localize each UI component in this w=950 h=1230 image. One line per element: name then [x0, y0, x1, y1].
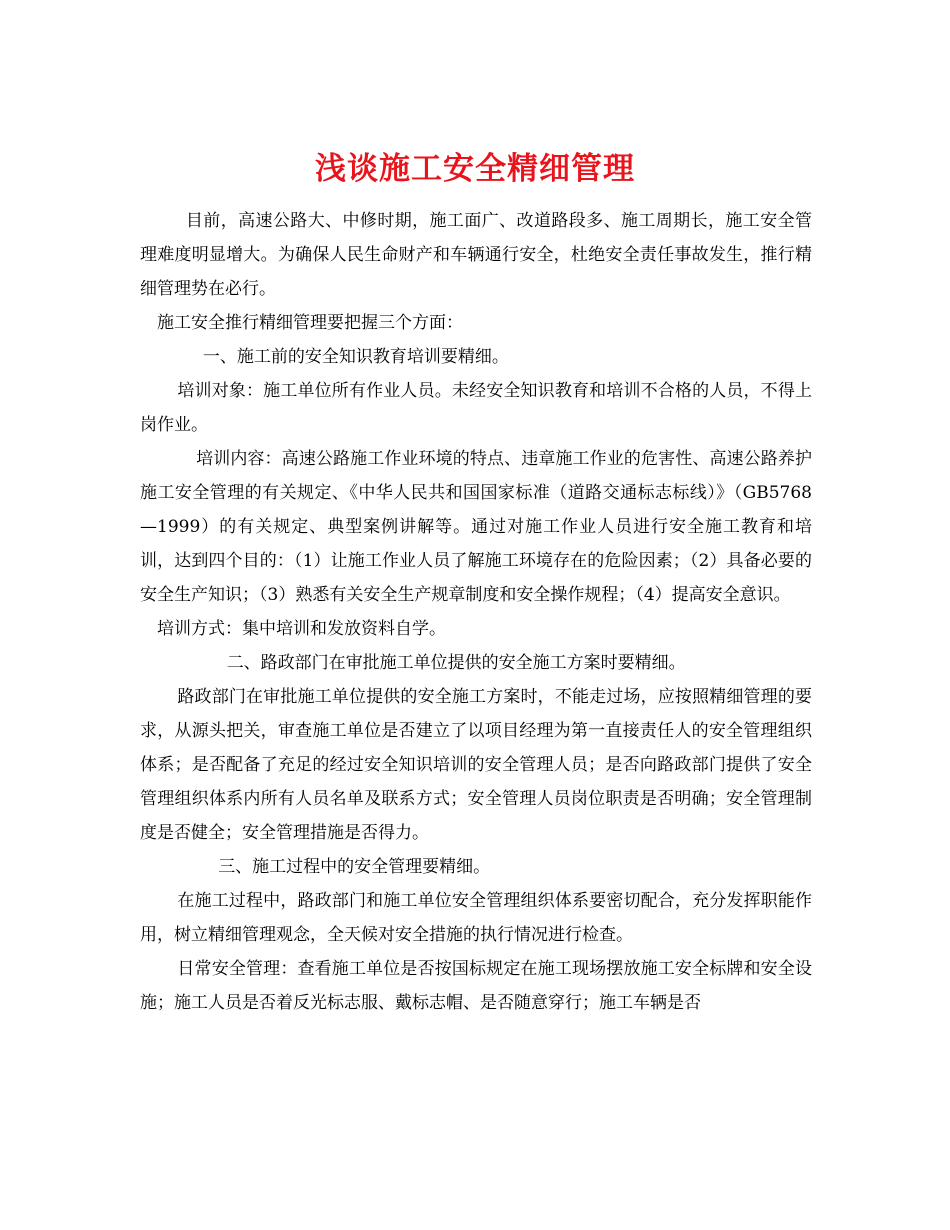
paragraph-training-content: 培训内容：高速公路施工作业环境的特点、违章施工作业的危害性、高速公路养护施工安全管理的有关规定、《中华人民共和国国家标准（道路交通标志标线）》（GB5768—1999）的有关规定、典型案例讲解等。通过对施工作业人员进行安全施工教育和培训，达到四个目的：（1）让施工作业人员了解施工环境存在的危险因素；（2）具备必要的安全生产知识；（3）熟悉有关安全生产规章制度和安全操作规程；（4）提高安全意识。 — [140, 449, 812, 605]
paragraph-three-aspects: 施工安全推行精细管理要把握三个方面： — [157, 313, 463, 333]
document-body — [140, 204, 812, 1020]
heading-section-one: 一、施工前的安全知识教育培训要精细。 — [202, 347, 509, 367]
document-title: 浅谈施工安全精细管理 — [315, 150, 635, 187]
heading-section-two: 二、路政部门在审批施工单位提供的安全施工方案时要精细。 — [226, 653, 686, 673]
paragraph-intro: 目前，高速公路大、中修时期，施工面广、改道路段多、施工周期长，施工安全管理难度明显增大。为确保人民生命财产和车辆通行安全，杜绝安全责任事故发生，推行精细管理势在必行。 — [140, 211, 812, 299]
paragraph-construction-process: 在施工过程中，路政部门和施工单位安全管理组织体系要密切配合，充分发挥职能作用，树立精细管理观念，全天候对安全措施的执行情况进行检查。 — [140, 891, 812, 945]
paragraph-daily-management: 日常安全管理：查看施工单位是否按国标规定在施工现场摆放施工安全标牌和安全设施；施工人员是否着反光标志服、戴标志帽、是否随意穿行；施工车辆是否 — [140, 959, 812, 1013]
paragraph-approval: 路政部门在审批施工单位提供的安全施工方案时，不能走过场，应按照精细管理的要求，从源头把关，审查施工单位是否建立了以项目经理为第一直接责任人的安全管理组织体系；是否配备了充足的经过安全知识培训的安全管理人员；是否向路政部门提供了安全管理组织体系内所有人员名单及联系方式；安全管理人员岗位职责是否明确；安全管理制度是否健全；安全管理措施是否得力。 — [140, 687, 812, 843]
paragraph-training-method: 培训方式：集中培训和发放资料自学。 — [157, 619, 446, 639]
heading-section-three: 三、施工过程中的安全管理要精细。 — [218, 857, 491, 877]
paragraph-training-target: 培训对象：施工单位所有作业人员。未经安全知识教育和培训不合格的人员，不得上岗作业。 — [140, 381, 812, 435]
